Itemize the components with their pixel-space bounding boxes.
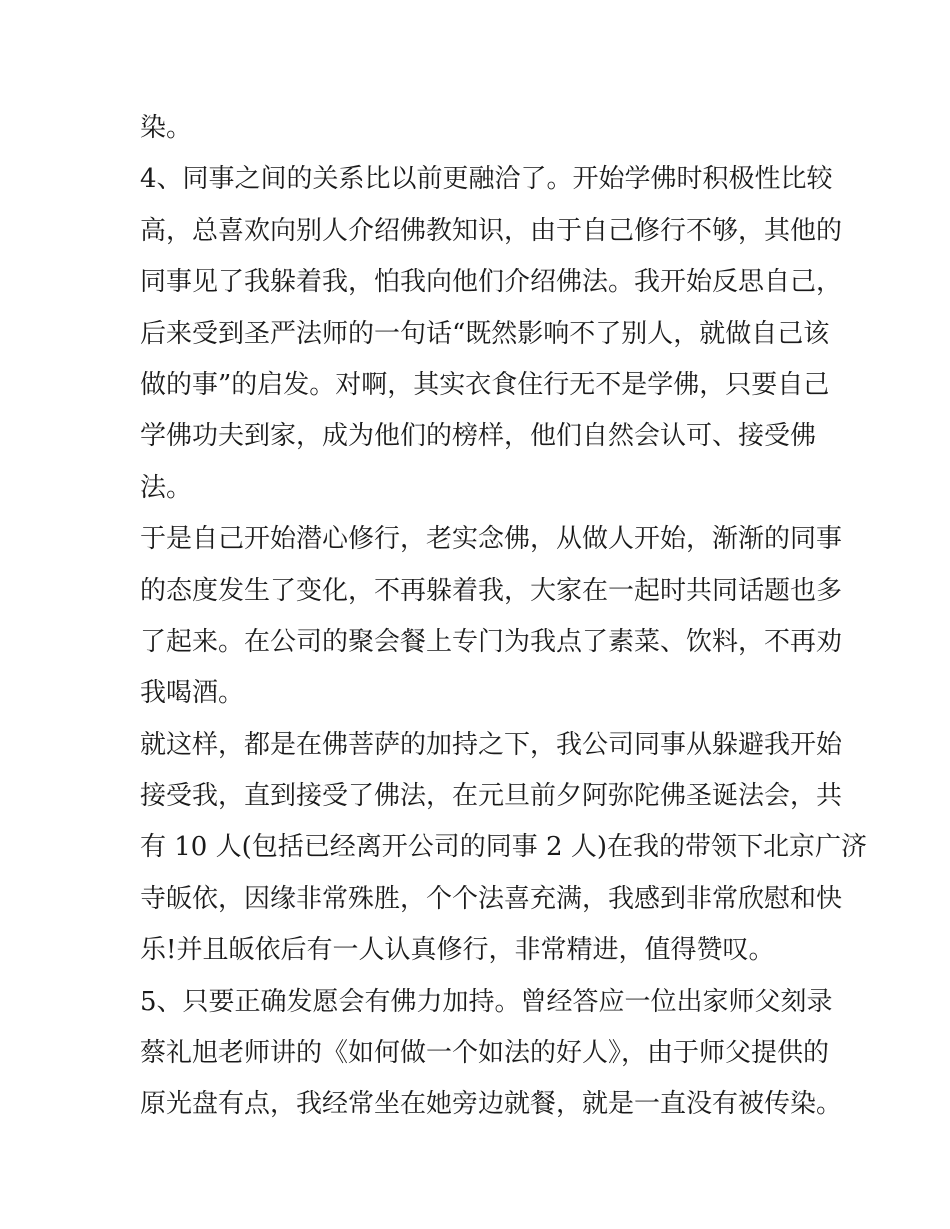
text-line: 后来受到圣严法师的一句话“既然影响不了别人，就做自己该	[140, 318, 830, 349]
text-line: 的态度发生了变化，不再躲着我，大家在一起时共同话题也多	[140, 575, 843, 606]
text-line: 我喝酒。	[140, 678, 245, 709]
text-line: 有 10 人(包括已经离开公司的同事 2 人)在我的带领下北京广济	[140, 832, 867, 863]
text-line: 接受我，直到接受了佛法，在元旦前夕阿弥陀佛圣诞法会，共	[140, 781, 843, 812]
text-line: 寺皈依，因缘非常殊胜，个个法喜充满，我感到非常欣慰和快	[140, 883, 843, 914]
text-line: 学佛功夫到家，成为他们的榜样，他们自然会认可、接受佛	[140, 421, 817, 452]
text-line: 原光盘有点，我经常坐在她旁边就餐，就是一直没有被传染。	[140, 1089, 843, 1120]
text-line: 乐!并且皈依后有一人认真修行，非常精进，值得赞叹。	[140, 935, 775, 966]
text-line: 于是自己开始潜心修行，老实念佛，从做人开始，渐渐的同事	[140, 524, 843, 555]
text-line: 法。	[140, 472, 193, 503]
text-line: 了起来。在公司的聚会餐上专门为我点了素菜、饮料，不再劝	[140, 626, 843, 657]
text-line: 蔡礼旭老师讲的《如何做一个如法的好人》，由于师父提供的	[140, 1038, 830, 1069]
text-line: 5、只要正确发愿会有佛力加持。曾经答应一位出家师父刻录	[140, 986, 833, 1017]
text-line: 高，总喜欢向别人介绍佛教知识，由于自己修行不够，其他的	[140, 215, 843, 246]
text-line: 做的事”的启发。对啊，其实衣食住行无不是学佛，只要自己	[140, 369, 830, 400]
text-line: 同事见了我躲着我，怕我向他们介绍佛法。我开始反思自己，	[140, 267, 843, 298]
text-line: 4、同事之间的关系比以前更融洽了。开始学佛时积极性比较	[140, 164, 833, 195]
document-body	[140, 103, 867, 1131]
text-line: 就这样，都是在佛菩萨的加持之下，我公司同事从躲避我开始	[140, 729, 843, 760]
text-line: 染。	[140, 113, 193, 143]
